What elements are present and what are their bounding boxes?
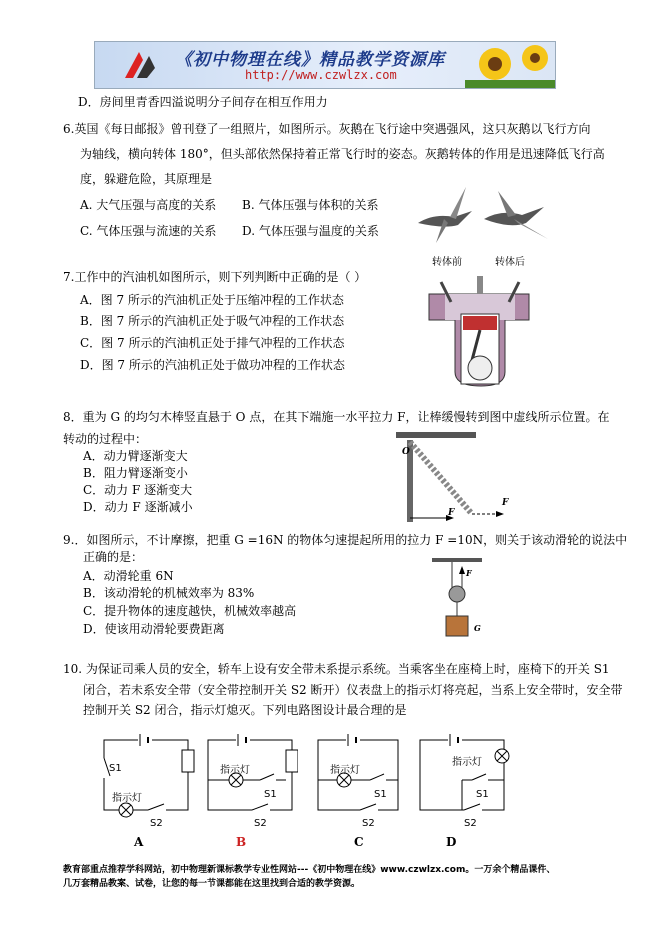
q6-stem-line1: 6.英国《每日邮报》曾刊登了一组照片，如图所示。灰鹅在飞行途中突遇强风，这只灰鹅以飞行方向 xyxy=(63,122,591,136)
circuit-d-s1: S1 xyxy=(476,789,489,800)
circuit-b-s2: S2 xyxy=(254,818,267,829)
lever-figure xyxy=(396,432,516,528)
fig-label-before: 转体前 xyxy=(432,257,462,268)
header-banner xyxy=(94,41,556,89)
goose-before-icon xyxy=(418,187,472,243)
circuit-c-s2: S2 xyxy=(362,818,375,829)
pulley-f-label: F xyxy=(466,568,472,578)
q8-option-c: C．动力 F 逐渐变大 xyxy=(83,483,193,497)
circuit-a-lamp: 指示灯 xyxy=(112,793,142,804)
circuit-c-lamp: 指示灯 xyxy=(330,765,360,776)
q6-option-d: D. 气体压强与温度的关系 xyxy=(242,224,379,238)
q9-option-b: B．该动滑轮的机械效率为 83% xyxy=(83,586,255,600)
q10-stem-line2: 闭合，若未系安全带（安全带控制开关 S2 断开）仪表盘上的指示灯将亮起，当系上安全带时，安全带 xyxy=(83,683,623,697)
circuit-b-label: B xyxy=(236,835,247,849)
q8-option-b: B．阻力臂逐渐变小 xyxy=(83,466,188,480)
lever-f-label-2: F xyxy=(502,498,509,508)
q6-option-a: A. 大气压强与高度的关系 xyxy=(80,198,217,212)
q9-option-d: D．使该用动滑轮要费距离 xyxy=(83,622,225,636)
q7-option-c: C．图 7 所示的汽油机正处于排气冲程的工作状态 xyxy=(80,336,345,350)
pulley-g-label: G xyxy=(474,623,481,633)
logo-icon xyxy=(119,48,165,84)
q6-option-c: C. 气体压强与流速的关系 xyxy=(80,224,217,238)
circuit-d-label: D xyxy=(446,835,457,849)
circuit-d-diagram xyxy=(414,728,510,820)
circuit-d-s2: S2 xyxy=(464,818,477,829)
footer-line2: 几万套精品教案、试卷，让您的每一节课都能在这里找到合适的教学资源。 xyxy=(63,879,361,889)
circuit-b-s1: S1 xyxy=(264,789,277,800)
footer-line1: 教育部重点推荐学科网站，初中物理新课标教学专业性网站---《初中物理在线》www.czwlzx.com。一万余个精品课件、 xyxy=(63,865,556,875)
lever-f-label-1: F xyxy=(448,508,455,518)
q9-stem-line2: 正确的是： xyxy=(83,550,144,564)
goose-after-icon xyxy=(484,191,548,239)
circuit-a-label: A xyxy=(134,835,144,849)
circuit-c-s1: S1 xyxy=(374,789,387,800)
q7-option-a: A．图 7 所示的汽油机正处于压缩冲程的工作状态 xyxy=(80,293,344,307)
q9-option-c: C．提升物体的速度越快，机械效率越高 xyxy=(83,604,297,618)
q7-option-b: B．图 7 所示的汽油机正处于吸气冲程的工作状态 xyxy=(80,314,345,328)
q10-stem-line3: 控制开关 S2 闭合，指示灯熄灭。下列电路图设计最合理的是 xyxy=(83,703,407,717)
fig-label-after: 转体后 xyxy=(495,257,525,268)
q6-stem-line2: 为轴线，横向转体 180°，但头部依然保持着正常飞行时的姿态。灰鹅转体的作用是迅速降低飞行高 xyxy=(80,147,605,161)
q8-stem-line1: 8．重为 G 的均匀木棒竖直悬于 O 点，在其下端施一水平拉力 F，让棒缓慢转到图中虚线所示位置。在 xyxy=(63,410,610,424)
q8-stem-line2: 转动的过程中： xyxy=(63,432,148,446)
banner-url: http://www.czwlzx.com xyxy=(245,68,397,82)
circuit-c-diagram xyxy=(312,728,408,820)
q6-stem-line3: 度，躲避危险，其原理是 xyxy=(80,172,213,186)
circuit-d-lamp: 指示灯 xyxy=(452,757,482,768)
sunflower-icon xyxy=(465,42,555,88)
pulley-figure xyxy=(432,558,492,640)
circuit-c-label: C xyxy=(354,835,364,849)
circuit-b-lamp: 指示灯 xyxy=(220,765,250,776)
q5-option-d: D．房间里青香四溢说明分子间存在相互作用力 xyxy=(78,95,328,109)
lever-o-label: O xyxy=(402,447,410,457)
q9-stem-line1: 9.．如图所示，不计摩擦，把重 G =16N 的物体匀速提起所用的拉力 F =10N，则关于该动滑轮的说法中 xyxy=(63,533,628,547)
goose-figure xyxy=(414,183,558,253)
banner-title: 《初中物理在线》精品教学资源库 xyxy=(175,50,445,70)
circuit-a-s2: S2 xyxy=(150,818,163,829)
q7-stem: 7.工作中的汽油机如图所示，则下列判断中正确的是（ ） xyxy=(63,270,367,284)
q8-option-d: D．动力 F 逐渐减小 xyxy=(83,500,193,514)
circuit-b-diagram xyxy=(202,728,298,820)
q7-option-d: D．图 7 所示的汽油机正处于做功冲程的工作状态 xyxy=(80,358,345,372)
q9-option-a: A．动滑轮重 6N xyxy=(83,569,174,583)
q10-stem-line1: 10. 为保证司乘人员的安全，轿车上设有安全带未系提示系统。当乘客坐在座椅上时，座椅下的开关 S1 xyxy=(63,662,610,676)
q6-option-b: B. 气体压强与体积的关系 xyxy=(242,198,379,212)
engine-figure xyxy=(425,272,535,390)
circuit-a-s1: S1 xyxy=(109,763,122,774)
q8-option-a: A．动力臂逐渐变大 xyxy=(83,449,188,463)
